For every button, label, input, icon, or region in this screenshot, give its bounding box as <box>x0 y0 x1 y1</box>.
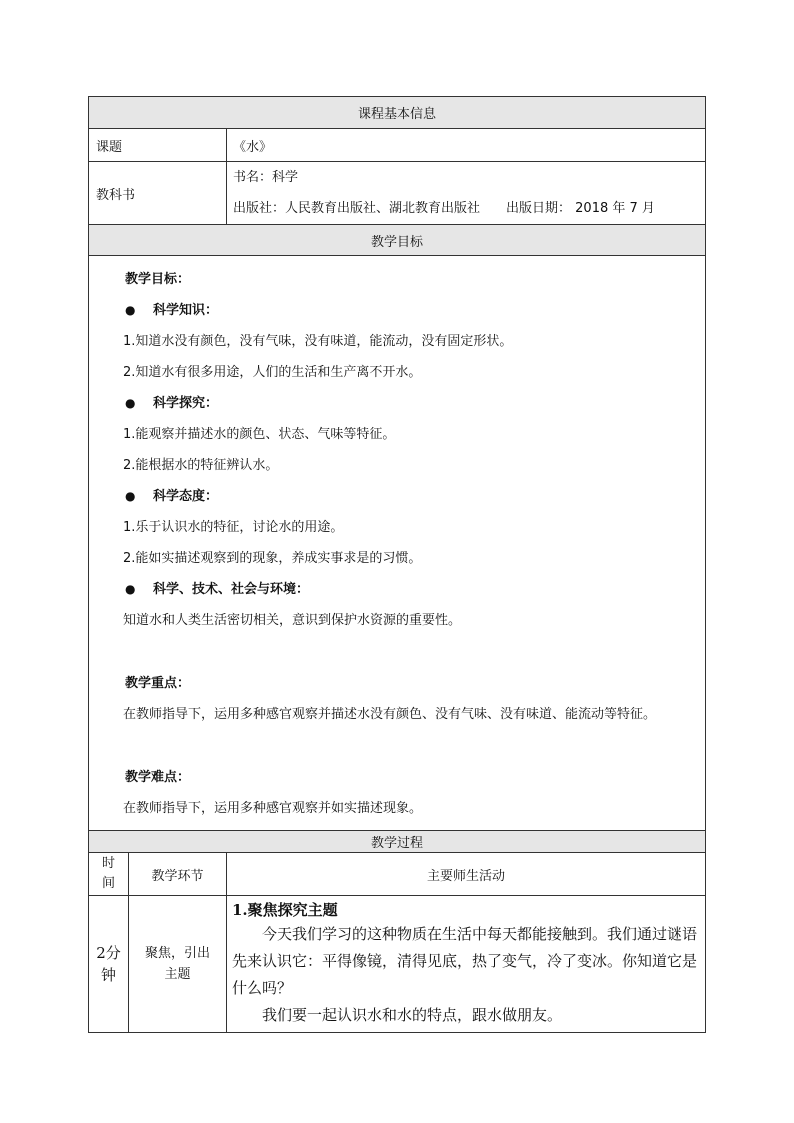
difficulty-text: 在教师指导下，运用多种感官观察并如实描述现象。 <box>123 801 423 816</box>
process-row <box>89 896 706 1033</box>
knowledge-item-1: 1.知道水没有颜色，没有气味，没有味道，能流动，没有固定形状。 <box>123 334 513 349</box>
key-point-text: 在教师指导下，运用多种感官观察并描述水没有颜色、没有气味、没有味道、能流动等特征。 <box>123 707 657 722</box>
course-info-header-row <box>89 97 706 129</box>
process-time-line-2: 钟 <box>100 966 116 984</box>
topic-value: 《水》 <box>227 129 706 162</box>
knowledge-title: 科学知识： <box>153 303 219 318</box>
attitude-heading <box>125 481 695 512</box>
inquiry-heading <box>125 388 695 419</box>
activity-paragraph-1: 今天我们学习的这种物质在生活中每天都能接触到。我们通过谜语先来认识它：平得像镜，清得见底，热了变气，冷了变冰。你知道它是什么吗？ <box>232 925 698 997</box>
inquiry-title: 科学探究： <box>153 396 219 411</box>
key-point-title: 教学重点： <box>125 676 191 691</box>
bullet-icon: ● <box>125 396 136 410</box>
inquiry-item-2: 2.能根据水的特征辨认水。 <box>123 458 279 473</box>
publish-date: 出版日期： 2018 年 7 月 <box>506 201 655 216</box>
knowledge-item-2: 2.知道水有很多用途，人们的生活和生产离不开水。 <box>123 365 422 380</box>
bullet-icon: ● <box>125 303 136 317</box>
objectives-header-row <box>89 225 706 256</box>
attitude-title: 科学态度： <box>153 489 219 504</box>
objectives-title: 教学目标： <box>125 272 191 287</box>
process-stage <box>129 896 227 1033</box>
process-header: 教学过程 <box>89 831 706 853</box>
attitude-item-2: 2.能如实描述观察到的现象，养成实事求是的习惯。 <box>123 551 422 566</box>
process-stage-line-2: 主题 <box>164 967 191 982</box>
activity-paragraph-2: 我们要一起认识水和水的特点，跟水做朋友。 <box>262 1006 563 1024</box>
col-time <box>89 853 129 896</box>
textbook-row <box>89 162 706 225</box>
difficulty-title: 教学难点： <box>125 770 191 785</box>
spacer <box>125 730 695 762</box>
process-columns-row <box>89 853 706 896</box>
col-stage: 教学环节 <box>129 853 227 896</box>
col-activity: 主要师生活动 <box>227 853 706 896</box>
objectives-body-row <box>89 256 706 831</box>
inquiry-item-1: 1.能观察并描述水的颜色、状态、气味等特征。 <box>123 427 396 442</box>
stse-heading <box>125 574 695 605</box>
knowledge-heading <box>125 295 695 326</box>
attitude-item-1: 1.乐于认识水的特征，讨论水的用途。 <box>123 520 344 535</box>
topic-row <box>89 129 706 162</box>
process-time-line-1: 2分 <box>96 944 121 962</box>
process-header-row <box>89 831 706 853</box>
textbook-details <box>227 162 706 225</box>
activity-title: 1.聚焦探究主题 <box>232 901 338 919</box>
publisher-line <box>233 193 705 224</box>
stse-item-1: 知道水和人类生活密切相关，意识到保护水资源的重要性。 <box>123 613 462 628</box>
bullet-icon: ● <box>125 582 136 596</box>
book-name: 书名：科学 <box>233 170 299 185</box>
col-time-line-1: 时 <box>101 856 115 871</box>
process-activity <box>227 896 706 1033</box>
topic-label: 课题 <box>89 129 227 162</box>
stse-title: 科学、技术、社会与环境： <box>153 582 310 597</box>
process-stage-line-1: 聚焦，引出 <box>144 946 210 961</box>
bullet-icon: ● <box>125 489 136 503</box>
publisher: 出版社：人民教育出版社、湖北教育出版社 <box>233 201 481 216</box>
spacer <box>125 636 695 668</box>
course-info-header: 课程基本信息 <box>89 97 706 129</box>
lesson-plan-table <box>88 96 706 1033</box>
textbook-label: 教科书 <box>89 162 227 225</box>
process-time <box>89 896 129 1033</box>
objectives-header: 教学目标 <box>89 225 706 256</box>
lesson-plan-page <box>88 96 705 1033</box>
col-time-line-2: 间 <box>101 876 115 891</box>
objectives-body <box>89 256 706 831</box>
